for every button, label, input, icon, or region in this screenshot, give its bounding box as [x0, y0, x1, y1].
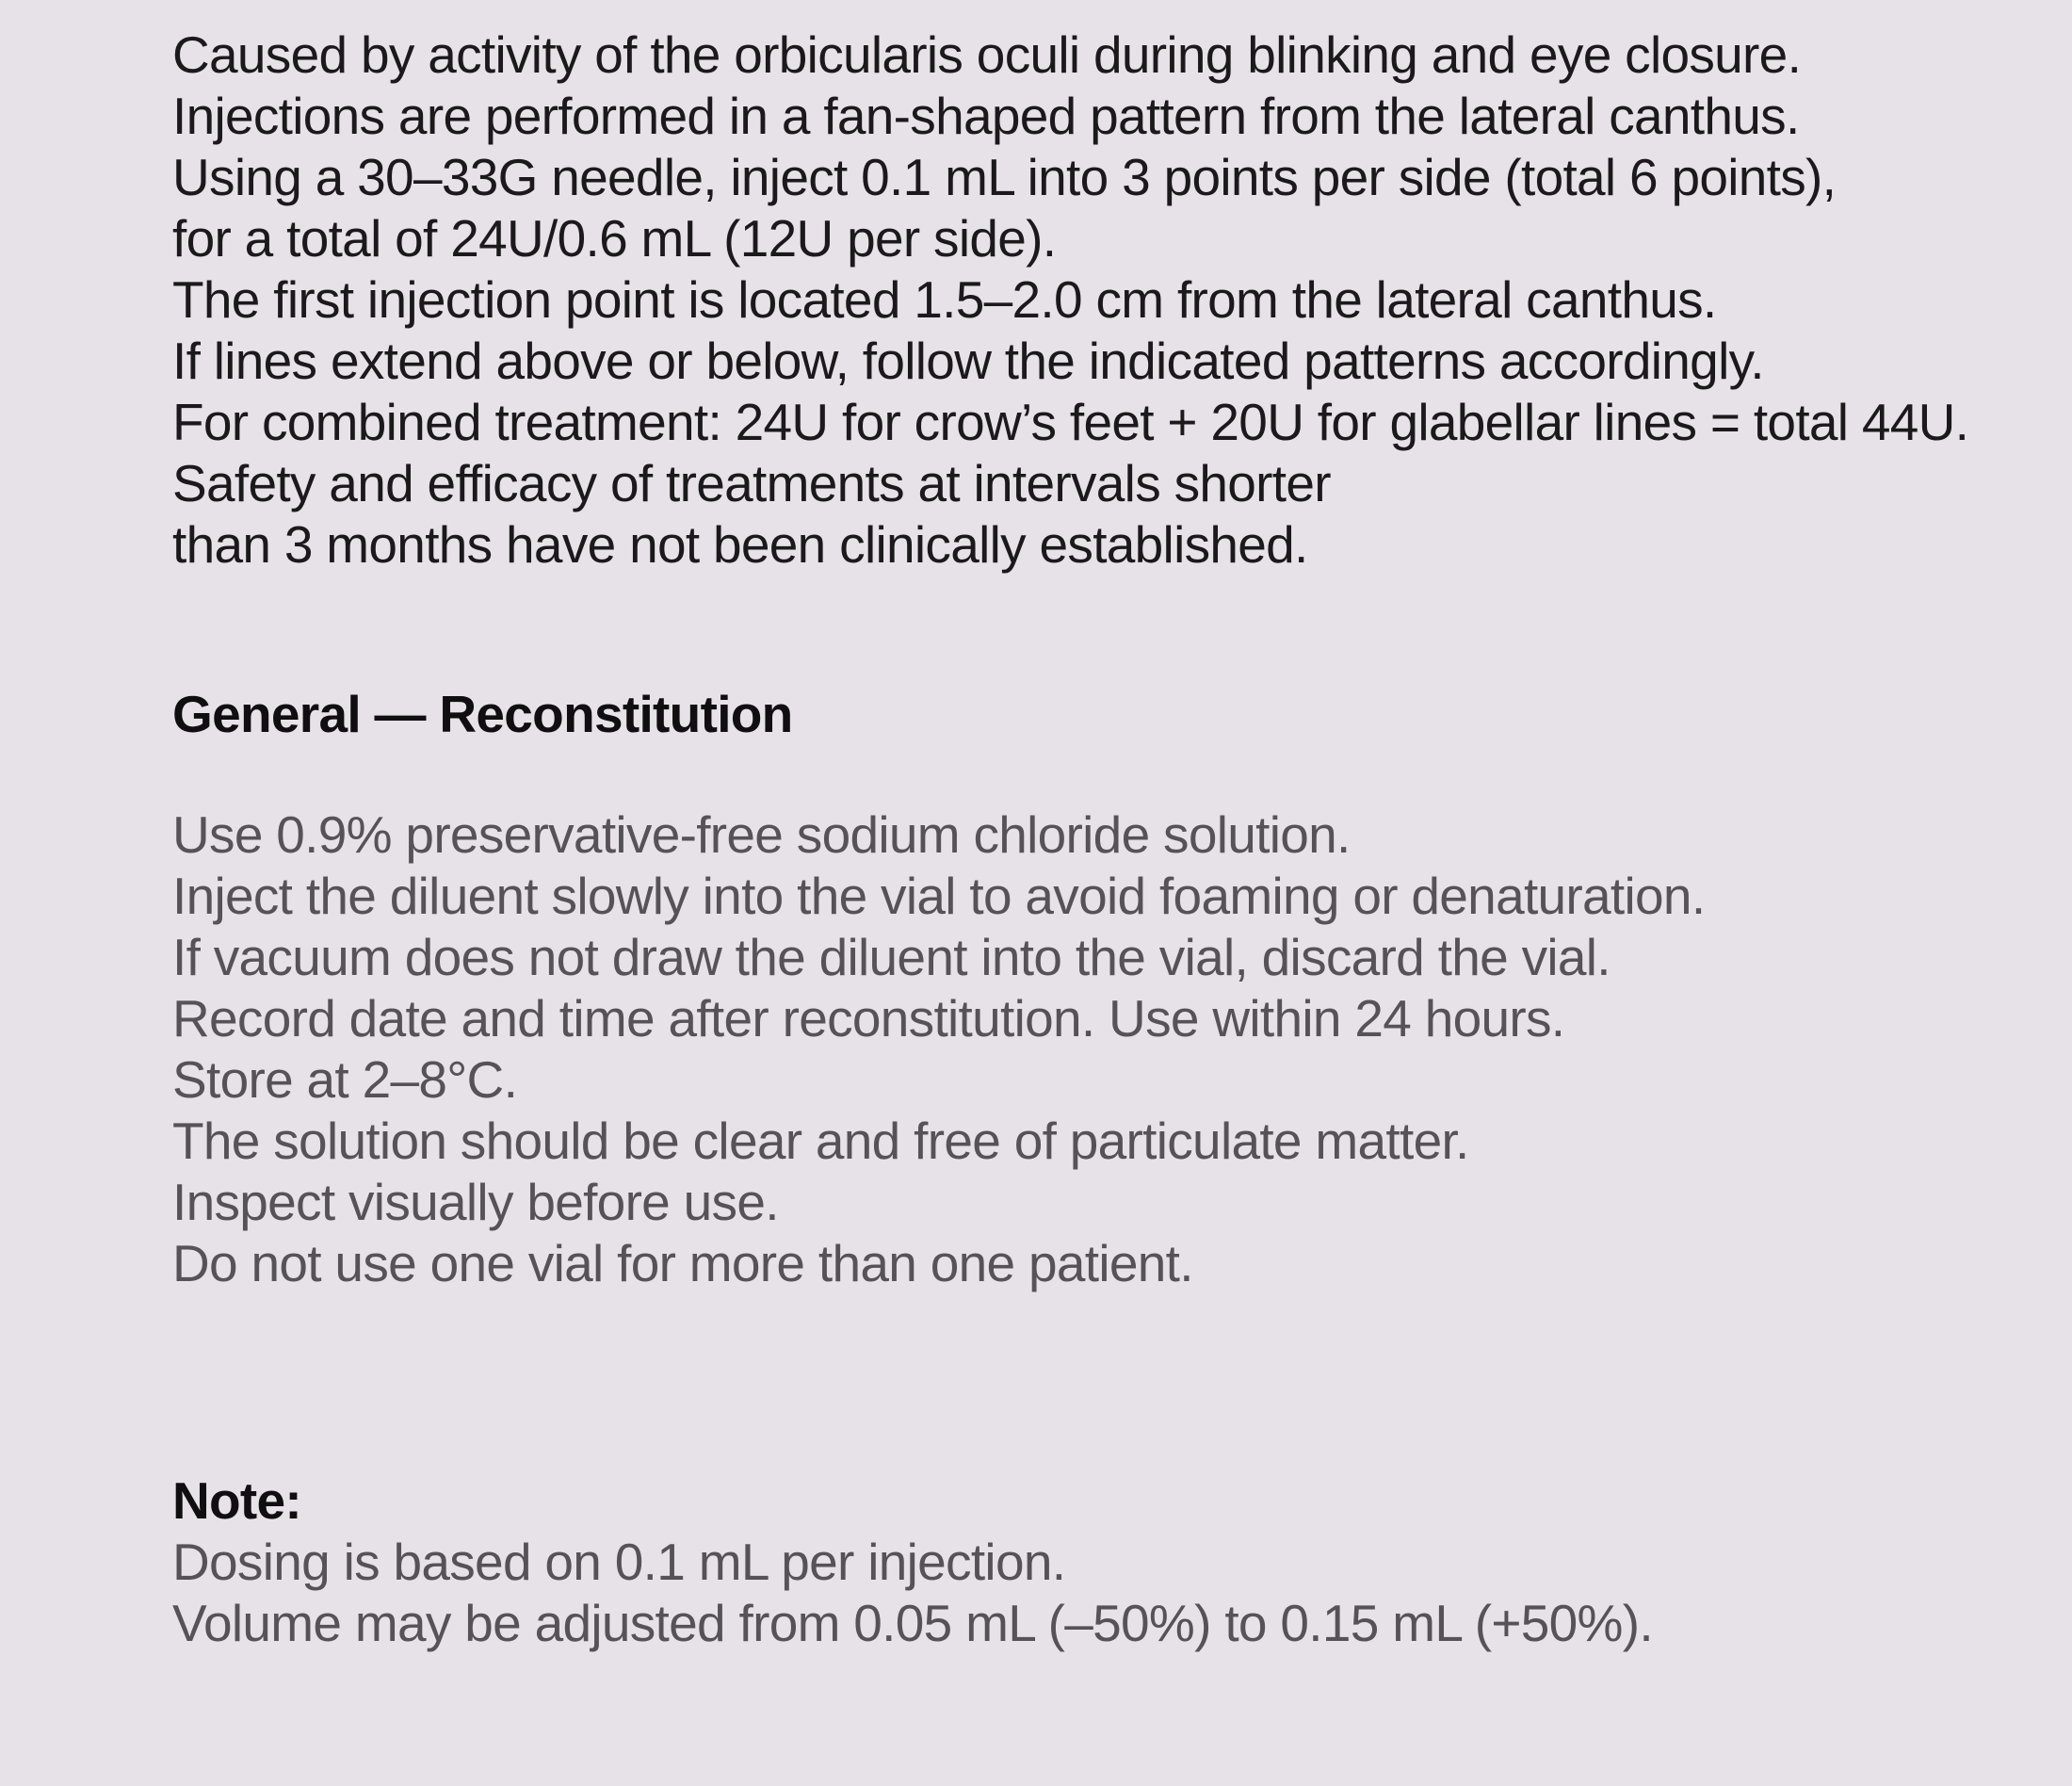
text-line: Injections are performed in a fan-shaped pattern from the lateral canthus.	[172, 87, 1800, 145]
text-line: Record date and time after reconstitution. Use within 24 hours.	[172, 989, 1565, 1047]
note-heading: Note:	[172, 1471, 302, 1530]
text-line: for a total of 24U/0.6 mL (12U per side).	[172, 209, 1057, 268]
text-line: than 3 months have not been clinically established.	[172, 515, 1308, 574]
text-line: Use 0.9% preservative-free sodium chloride solution.	[172, 805, 1351, 864]
text-line: The first injection point is located 1.5–2.0 cm from the lateral canthus.	[172, 270, 1717, 329]
text-line: If lines extend above or below, follow the indicated patterns accordingly.	[172, 332, 1764, 390]
note-section	[172, 1470, 1653, 1654]
crows-feet-instructions-paragraph	[172, 24, 1968, 576]
text-line: The solution should be clear and free of particulate matter.	[172, 1112, 1469, 1170]
section-heading-general-reconstitution: General — Reconstitution	[172, 685, 793, 743]
text-line: Inspect visually before use.	[172, 1173, 779, 1231]
text-line: For combined treatment: 24U for crow’s feet + 20U for glabellar lines = total 44U.	[172, 393, 1969, 451]
text-line: Store at 2–8°C.	[172, 1050, 518, 1109]
text-line: Do not use one vial for more than one patient.	[172, 1234, 1193, 1292]
text-line: Dosing is based on 0.1 mL per injection.	[172, 1533, 1066, 1591]
text-line: If vacuum does not draw the diluent into the vial, discard the vial.	[172, 928, 1611, 986]
text-line: Safety and efficacy of treatments at intervals shorter	[172, 454, 1331, 512]
text-line: Using a 30–33G needle, inject 0.1 mL into 3 points per side (total 6 points),	[172, 148, 1837, 206]
reconstitution-instructions-paragraph	[172, 804, 1705, 1294]
text-line: Volume may be adjusted from 0.05 mL (–50%) to 0.15 mL (+50%).	[172, 1594, 1653, 1652]
text-line: Inject the diluent slowly into the vial to avoid foaming or denaturation.	[172, 867, 1706, 925]
text-line: Caused by activity of the orbicularis oculi during blinking and eye closure.	[172, 25, 1802, 84]
